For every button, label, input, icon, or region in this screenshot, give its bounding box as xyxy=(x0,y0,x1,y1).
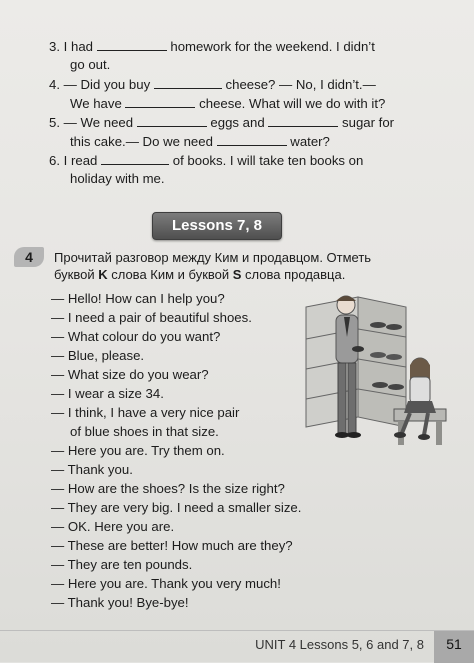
dialogue-line: — How are the shoes? Is the size right? xyxy=(51,481,285,496)
item-text: this cake.— Do we need xyxy=(70,134,213,149)
instruction-text: слова продавца. xyxy=(241,267,346,282)
instruction-line-2 xyxy=(54,266,345,283)
answer-blank[interactable] xyxy=(101,152,169,165)
answer-blank[interactable] xyxy=(137,114,207,127)
answer-blank[interactable] xyxy=(154,76,222,89)
dialogue-line: — Here you are. Thank you very much! xyxy=(51,576,281,591)
dialogue-line: — I think, I have a very nice pair xyxy=(51,405,240,420)
item-text: We have xyxy=(70,96,122,111)
dialogue-line: — Hello! How can I help you? xyxy=(51,291,225,306)
dialogue-line: — These are better! How much are they? xyxy=(51,538,293,553)
item-text: water? xyxy=(290,134,330,149)
exercise-item-4-line2 xyxy=(70,95,385,112)
item-text: of books. I will take ten books on xyxy=(172,153,364,168)
item-text: I read xyxy=(63,153,98,168)
item-number: 3. xyxy=(49,39,60,54)
exercise-number-badge: 4 xyxy=(14,247,44,267)
instruction-text: слова Ким и буквой xyxy=(107,267,233,282)
exercise-item-3 xyxy=(49,38,375,55)
answer-blank[interactable] xyxy=(125,95,195,108)
dialogue-line: — OK. Here you are. xyxy=(51,519,175,534)
instruction-line-1: Прочитай разговор между Ким и продавцом. Отметь xyxy=(54,250,372,265)
item-number: 6. xyxy=(49,153,60,168)
page-number: 51 xyxy=(434,631,474,663)
dialogue-line: — They are ten pounds. xyxy=(51,557,193,572)
dialogue-line: — Thank you. xyxy=(51,462,133,477)
exercise-item-6 xyxy=(49,152,363,169)
dialogue-line: — I wear a size 34. xyxy=(51,386,164,401)
item-text: eggs and xyxy=(210,115,265,130)
answer-blank[interactable] xyxy=(268,114,338,127)
dialogue-line: — They are very big. I need a smaller size. xyxy=(51,500,302,515)
dialogue-line: — Here you are. Try them on. xyxy=(51,443,225,458)
answer-blank[interactable] xyxy=(217,133,287,146)
item-text: cheese. What will we do with it? xyxy=(199,96,386,111)
dialogue-line: — Blue, please. xyxy=(51,348,145,363)
exercise-item-5-line2 xyxy=(70,133,330,150)
item-text: — We need xyxy=(63,115,134,130)
footer-unit-label: UNIT 4 Lessons 5, 6 and 7, 8 xyxy=(255,637,424,652)
item-text: I had xyxy=(63,39,94,54)
answer-blank[interactable] xyxy=(97,38,167,51)
item-text: go out. xyxy=(70,57,111,72)
page-footer xyxy=(0,630,474,663)
dialogue-line: — What colour do you want? xyxy=(51,329,221,344)
item-text: homework for the weekend. I didn’t xyxy=(170,39,375,54)
letter-s: S xyxy=(232,267,242,282)
item-text: — Did you buy xyxy=(63,77,151,92)
item-text: sugar for xyxy=(342,115,395,130)
item-number: 4. xyxy=(49,77,60,92)
dialogue-line: — I need a pair of beautiful shoes. xyxy=(51,310,252,325)
item-text: cheese? — No, I didn’t.— xyxy=(225,77,376,92)
section-title: Lessons 7, 8 xyxy=(152,212,282,240)
shoe-shop-illustration xyxy=(298,287,450,453)
item-text: holiday with me. xyxy=(70,171,165,186)
item-number: 5. xyxy=(49,115,60,130)
dialogue-line: — Thank you! Bye-bye! xyxy=(51,595,189,610)
exercise-item-4 xyxy=(49,76,376,93)
exercise-item-5 xyxy=(49,114,394,131)
letter-k: K xyxy=(98,267,108,282)
dialogue-line: of blue shoes in that size. xyxy=(70,424,219,439)
dialogue-line: — What size do you wear? xyxy=(51,367,209,382)
instruction-text: буквой xyxy=(54,267,99,282)
